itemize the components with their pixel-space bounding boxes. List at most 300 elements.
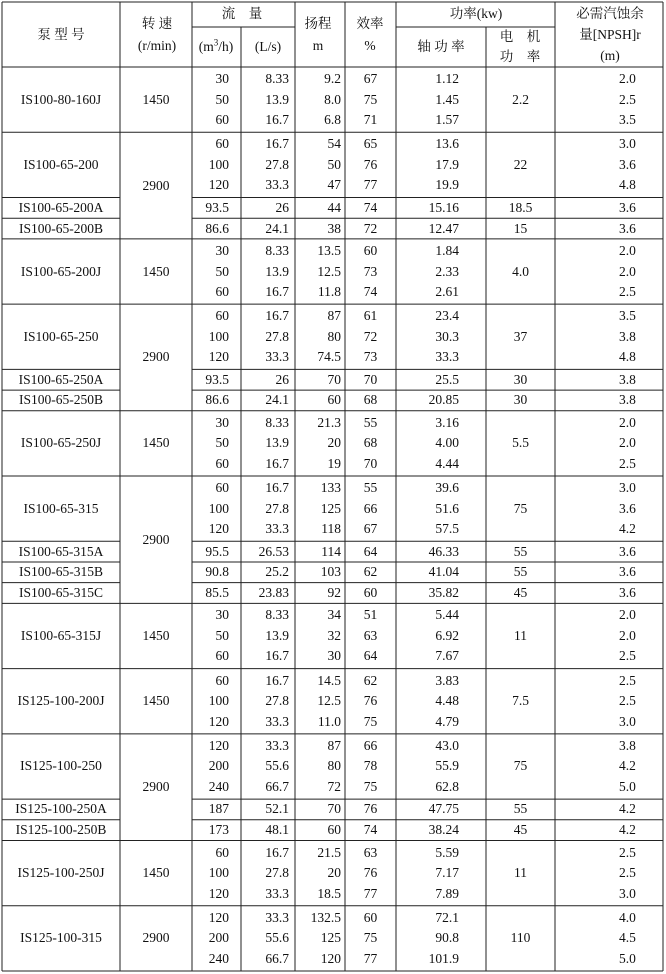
cell-npsh: 4.5 <box>619 930 636 946</box>
cell-efficiency: 66 <box>363 737 378 753</box>
cell-efficiency: 63 <box>363 627 378 643</box>
cell-shaft-power: 90.8 <box>435 930 459 946</box>
cell-model: IS100-65-315A <box>18 543 104 559</box>
cell-npsh: 2.0 <box>619 71 636 87</box>
cell-shaft-power: 25.5 <box>435 371 459 387</box>
cell-speed: 2900 <box>142 349 170 365</box>
cell-efficiency: 62 <box>363 564 378 580</box>
header-npsh-unit: (m) <box>600 48 620 63</box>
cell-model: IS125-100-200J <box>17 693 105 709</box>
cell-shaft-power: 47.75 <box>428 801 459 817</box>
cell-flow-m3h: 93.5 <box>205 199 229 215</box>
cell-flow-ls: 13.9 <box>265 263 289 279</box>
cell-head: 54 <box>327 136 341 152</box>
cell-efficiency: 60 <box>363 909 378 925</box>
cell-efficiency: 75 <box>363 713 378 729</box>
cell-flow-ls: 16.7 <box>265 455 289 471</box>
cell-efficiency: 64 <box>363 648 378 664</box>
cell-npsh: 2.5 <box>619 648 636 664</box>
cell-head: 30 <box>327 648 341 664</box>
cell-motor-power: 75 <box>513 758 528 774</box>
cell-efficiency: 75 <box>363 778 378 794</box>
cell-flow-m3h: 60 <box>215 672 229 688</box>
header-speed-unit: (r/min) <box>137 38 177 53</box>
cell-head: 9.2 <box>324 71 341 87</box>
cell-flow-m3h: 120 <box>208 177 229 193</box>
cell-model: IS125-100-250J <box>17 865 105 881</box>
cell-npsh: 3.6 <box>619 220 636 236</box>
cell-efficiency: 77 <box>363 177 378 193</box>
cell-npsh: 4.2 <box>619 758 636 774</box>
cell-efficiency: 78 <box>363 758 378 774</box>
cell-flow-ls: 26 <box>275 371 289 387</box>
cell-shaft-power: 43.0 <box>435 737 459 753</box>
cell-efficiency: 74 <box>363 822 378 838</box>
cell-motor-power: 11 <box>514 627 527 643</box>
cell-npsh: 3.8 <box>619 328 636 344</box>
cell-npsh: 3.8 <box>619 392 636 408</box>
cell-head: 118 <box>321 521 341 537</box>
cell-npsh: 3.6 <box>619 156 636 172</box>
cell-flow-m3h: 200 <box>208 930 229 946</box>
cell-flow-m3h: 90.8 <box>205 564 229 580</box>
cell-head: 12.5 <box>317 693 341 709</box>
cell-flow-ls: 23.83 <box>258 585 289 600</box>
cell-npsh: 5.0 <box>619 778 636 794</box>
cell-flow-m3h: 30 <box>215 71 229 87</box>
cell-head: 19 <box>327 455 341 471</box>
cell-shaft-power: 4.79 <box>435 713 459 729</box>
cell-flow-ls: 16.7 <box>265 112 289 128</box>
cell-shaft-power: 13.6 <box>435 136 459 152</box>
cell-head: 21.5 <box>317 844 341 860</box>
cell-npsh: 2.0 <box>619 627 636 643</box>
cell-head: 20 <box>327 435 341 451</box>
cell-efficiency: 55 <box>363 414 378 430</box>
cell-efficiency: 74 <box>363 199 378 215</box>
cell-head: 92 <box>327 585 341 600</box>
cell-head: 60 <box>327 822 341 838</box>
cell-npsh: 2.5 <box>619 672 636 688</box>
cell-shaft-power: 23.4 <box>435 308 459 324</box>
cell-flow-m3h: 100 <box>208 328 229 344</box>
cell-head: 125 <box>320 930 341 946</box>
cell-shaft-power: 4.48 <box>435 693 459 709</box>
cell-npsh: 2.5 <box>619 865 636 881</box>
header-power: 功率(kw) <box>449 6 503 21</box>
cell-efficiency: 73 <box>363 263 378 279</box>
cell-efficiency: 55 <box>363 480 378 496</box>
cell-flow-ls: 13.9 <box>265 435 289 451</box>
cell-flow-ls: 27.8 <box>265 865 289 881</box>
cell-efficiency: 75 <box>363 930 378 946</box>
cell-efficiency: 68 <box>363 435 378 451</box>
cell-head: 34 <box>327 607 341 623</box>
cell-npsh: 2.0 <box>619 263 636 279</box>
cell-efficiency: 76 <box>363 693 378 709</box>
cell-shaft-power: 35.82 <box>428 585 459 600</box>
cell-flow-ls: 13.9 <box>265 627 289 643</box>
cell-motor-power: 55 <box>513 543 528 559</box>
cell-shaft-power: 7.89 <box>435 885 459 901</box>
cell-flow-m3h: 120 <box>208 909 229 925</box>
cell-head: 80 <box>327 758 341 774</box>
cell-efficiency: 71 <box>363 112 378 128</box>
cell-efficiency: 67 <box>363 71 378 87</box>
cell-shaft-power: 55.9 <box>435 758 459 774</box>
cell-efficiency: 74 <box>363 284 378 299</box>
cell-shaft-power: 6.92 <box>435 627 459 643</box>
cell-flow-m3h: 60 <box>215 480 229 496</box>
cell-flow-ls: 8.33 <box>265 607 289 623</box>
cell-flow-m3h: 50 <box>215 435 229 451</box>
cell-npsh: 3.6 <box>619 585 636 600</box>
cell-head: 47 <box>327 177 341 193</box>
cell-head: 125 <box>320 500 341 516</box>
cell-flow-m3h: 60 <box>215 112 229 128</box>
cell-shaft-power: 15.16 <box>428 199 459 215</box>
cell-flow-ls: 27.8 <box>265 328 289 344</box>
cell-model: IS100-65-250 <box>23 328 99 344</box>
cell-model: IS125-100-250 <box>20 758 102 774</box>
cell-flow-m3h: 60 <box>215 136 229 152</box>
cell-flow-m3h: 240 <box>208 950 229 966</box>
cell-shaft-power: 1.57 <box>435 112 459 128</box>
cell-npsh: 3.6 <box>619 543 636 559</box>
cell-flow-ls: 48.1 <box>265 822 289 838</box>
cell-npsh: 3.8 <box>619 737 636 753</box>
cell-efficiency: 70 <box>363 455 378 471</box>
cell-speed: 1450 <box>142 263 170 279</box>
cell-flow-ls: 16.7 <box>265 284 289 299</box>
cell-flow-ls: 16.7 <box>265 844 289 860</box>
cell-efficiency: 65 <box>363 136 378 152</box>
cell-shaft-power: 41.04 <box>428 564 459 580</box>
cell-flow-m3h: 50 <box>215 263 229 279</box>
cell-npsh: 4.2 <box>619 521 636 537</box>
cell-model: IS100-65-315C <box>19 585 103 600</box>
cell-shaft-power: 17.9 <box>435 156 459 172</box>
cell-shaft-power: 7.17 <box>435 865 459 881</box>
cell-flow-m3h: 60 <box>215 284 229 299</box>
cell-flow-ls: 33.3 <box>265 521 289 537</box>
cell-flow-ls: 16.7 <box>265 480 289 496</box>
cell-npsh: 3.0 <box>619 885 636 901</box>
cell-flow-ls: 16.7 <box>265 672 289 688</box>
cell-efficiency: 77 <box>363 885 378 901</box>
cell-shaft-power: 1.84 <box>435 243 459 259</box>
cell-speed: 1450 <box>142 627 170 643</box>
cell-shaft-power: 57.5 <box>435 521 459 537</box>
header-head-unit: m <box>312 38 324 53</box>
cell-head: 87 <box>327 308 341 324</box>
cell-model: IS100-65-250B <box>19 392 103 408</box>
cell-flow-ls: 24.1 <box>265 220 289 236</box>
cell-model: IS100-65-200A <box>18 199 104 215</box>
header-motor-power-2: 功 率 <box>499 49 541 64</box>
cell-head: 8.0 <box>324 91 341 107</box>
cell-npsh: 3.5 <box>619 112 636 128</box>
cell-head: 132.5 <box>310 909 341 925</box>
cell-shaft-power: 33.3 <box>435 349 459 365</box>
cell-shaft-power: 2.33 <box>435 263 459 279</box>
cell-motor-power: 7.5 <box>512 693 529 709</box>
cell-speed: 2900 <box>142 779 170 795</box>
header-shaft-power: 轴 功 率 <box>417 39 465 54</box>
cell-npsh: 3.0 <box>619 713 636 729</box>
cell-flow-ls: 33.3 <box>265 737 289 753</box>
cell-motor-power: 18.5 <box>508 199 533 215</box>
cell-model: IS100-65-315 <box>23 500 99 516</box>
cell-flow-m3h: 50 <box>215 91 229 107</box>
cell-model: IS100-65-200B <box>19 220 103 236</box>
cell-speed: 1450 <box>142 693 170 709</box>
cell-flow-m3h: 30 <box>215 414 229 430</box>
cell-head: 20 <box>327 865 341 881</box>
cell-shaft-power: 72.1 <box>435 909 459 925</box>
cell-flow-m3h: 60 <box>215 648 229 664</box>
cell-npsh: 2.0 <box>619 243 636 259</box>
cell-shaft-power: 3.16 <box>435 414 459 430</box>
cell-efficiency: 76 <box>363 156 378 172</box>
header-flow-ls: (L/s) <box>254 39 282 54</box>
cell-speed: 2900 <box>142 930 170 946</box>
cell-shaft-power: 19.9 <box>435 177 459 193</box>
cell-head: 50 <box>327 156 341 172</box>
cell-npsh: 2.5 <box>619 91 636 107</box>
cell-head: 114 <box>321 543 341 559</box>
cell-flow-m3h: 100 <box>208 865 229 881</box>
cell-efficiency: 72 <box>363 328 378 344</box>
cell-motor-power: 15 <box>513 220 528 236</box>
cell-npsh: 4.0 <box>619 909 636 925</box>
cell-flow-ls: 13.9 <box>265 91 289 107</box>
cell-efficiency: 60 <box>363 243 378 259</box>
cell-npsh: 4.2 <box>619 822 636 838</box>
cell-flow-m3h: 173 <box>208 822 229 838</box>
cell-flow-m3h: 30 <box>215 607 229 623</box>
cell-head: 13.5 <box>317 243 341 259</box>
cell-flow-ls: 8.33 <box>265 243 289 259</box>
cell-efficiency: 70 <box>363 371 378 387</box>
cell-head: 87 <box>327 737 341 753</box>
cell-flow-ls: 8.33 <box>265 414 289 430</box>
cell-flow-m3h: 95.5 <box>205 543 229 559</box>
cell-npsh: 2.5 <box>619 844 636 860</box>
cell-efficiency: 66 <box>363 500 378 516</box>
cell-motor-power: 75 <box>513 500 528 516</box>
cell-model: IS100-80-160J <box>20 91 102 107</box>
cell-npsh: 3.5 <box>619 308 636 324</box>
cell-flow-m3h: 100 <box>208 500 229 516</box>
cell-flow-m3h: 100 <box>208 693 229 709</box>
cell-head: 70 <box>327 801 341 817</box>
cell-npsh: 3.8 <box>619 371 636 387</box>
cell-flow-m3h: 60 <box>215 308 229 324</box>
cell-flow-ls: 66.7 <box>265 950 289 966</box>
cell-npsh: 3.0 <box>619 480 636 496</box>
header-model: 泵 型 号 <box>37 27 85 42</box>
cell-motor-power: 45 <box>513 822 528 838</box>
cell-head: 74.5 <box>317 349 341 365</box>
cell-efficiency: 68 <box>363 392 378 408</box>
cell-efficiency: 73 <box>363 349 378 365</box>
cell-npsh: 2.5 <box>619 455 636 471</box>
cell-flow-ls: 16.7 <box>265 648 289 664</box>
cell-flow-ls: 26.53 <box>258 543 289 559</box>
cell-head: 32 <box>327 627 341 643</box>
cell-head: 18.5 <box>317 885 341 901</box>
cell-flow-ls: 27.8 <box>265 500 289 516</box>
cell-shaft-power: 1.45 <box>435 91 459 107</box>
cell-flow-ls: 33.3 <box>265 909 289 925</box>
cell-efficiency: 77 <box>363 950 378 966</box>
cell-motor-power: 11 <box>514 865 527 881</box>
cell-flow-ls: 24.1 <box>265 392 289 408</box>
cell-npsh: 2.0 <box>619 607 636 623</box>
cell-shaft-power: 1.12 <box>435 71 459 87</box>
cell-efficiency: 62 <box>363 672 378 688</box>
cell-shaft-power: 51.6 <box>435 500 459 516</box>
cell-motor-power: 55 <box>513 801 528 817</box>
cell-shaft-power: 30.3 <box>435 328 459 344</box>
cell-model: IS100-65-315B <box>19 564 103 580</box>
cell-model: IS125-100-250B <box>15 822 107 838</box>
cell-shaft-power: 4.44 <box>435 455 459 471</box>
cell-npsh: 2.5 <box>619 693 636 709</box>
cell-head: 21.3 <box>317 414 341 430</box>
header-npsh: 必需汽蚀余 <box>576 6 644 21</box>
cell-flow-ls: 33.3 <box>265 713 289 729</box>
cell-npsh: 4.8 <box>619 177 636 193</box>
cell-flow-m3h: 50 <box>215 627 229 643</box>
cell-head: 72 <box>327 778 341 794</box>
cell-shaft-power: 5.59 <box>435 844 459 860</box>
cell-flow-m3h: 187 <box>208 801 229 817</box>
cell-npsh: 3.6 <box>619 564 636 580</box>
cell-flow-ls: 33.3 <box>265 885 289 901</box>
cell-efficiency: 75 <box>363 91 378 107</box>
cell-npsh: 4.8 <box>619 349 636 365</box>
cell-shaft-power: 7.67 <box>435 648 459 664</box>
cell-flow-ls: 27.8 <box>265 156 289 172</box>
cell-motor-power: 45 <box>513 585 528 600</box>
cell-npsh: 3.6 <box>619 500 636 516</box>
cell-head: 60 <box>327 392 341 408</box>
header-npsh-2: 量[NPSH]r <box>579 27 641 42</box>
cell-flow-m3h: 85.5 <box>205 585 229 600</box>
cell-efficiency: 76 <box>363 865 378 881</box>
cell-flow-ls: 55.6 <box>265 930 289 946</box>
cell-flow-m3h: 60 <box>215 844 229 860</box>
cell-flow-m3h: 120 <box>208 349 229 365</box>
cell-npsh: 2.0 <box>619 435 636 451</box>
cell-head: 12.5 <box>317 263 341 279</box>
cell-speed: 1450 <box>142 91 170 107</box>
cell-head: 70 <box>327 371 341 387</box>
cell-efficiency: 63 <box>363 844 378 860</box>
cell-flow-m3h: 93.5 <box>205 371 229 387</box>
cell-shaft-power: 46.33 <box>428 543 459 559</box>
header-efficiency: 效率 <box>356 16 384 31</box>
cell-shaft-power: 5.44 <box>435 607 459 623</box>
cell-head: 120 <box>320 950 341 966</box>
cell-flow-ls: 55.6 <box>265 758 289 774</box>
header-speed: 转 速 <box>141 16 173 31</box>
cell-head: 14.5 <box>317 672 341 688</box>
cell-flow-m3h: 60 <box>215 455 229 471</box>
cell-npsh: 2.0 <box>619 414 636 430</box>
cell-flow-m3h: 30 <box>215 243 229 259</box>
cell-flow-ls: 8.33 <box>265 71 289 87</box>
cell-flow-ls: 16.7 <box>265 308 289 324</box>
cell-flow-ls: 66.7 <box>265 778 289 794</box>
cell-flow-ls: 33.3 <box>265 177 289 193</box>
cell-flow-m3h: 120 <box>208 885 229 901</box>
cell-motor-power: 30 <box>513 392 528 408</box>
cell-motor-power: 22 <box>513 156 528 172</box>
cell-npsh: 2.5 <box>619 284 636 299</box>
cell-shaft-power: 3.83 <box>435 672 459 688</box>
cell-npsh: 3.0 <box>619 136 636 152</box>
cell-shaft-power: 2.61 <box>435 284 459 299</box>
cell-head: 133 <box>320 480 341 496</box>
cell-flow-m3h: 120 <box>208 713 229 729</box>
cell-model: IS125-100-250A <box>15 801 107 817</box>
header-flow: 流 量 <box>221 6 263 21</box>
cell-npsh: 4.2 <box>619 801 636 817</box>
cell-flow-m3h: 240 <box>208 778 229 794</box>
cell-efficiency: 64 <box>363 543 378 559</box>
cell-flow-ls: 25.2 <box>265 564 289 580</box>
header-motor-power: 电 机 <box>499 29 541 44</box>
cell-flow-m3h: 86.6 <box>205 220 229 236</box>
cell-efficiency: 67 <box>363 521 378 537</box>
header-efficiency-unit: % <box>364 38 376 53</box>
cell-npsh: 3.6 <box>619 199 636 215</box>
cell-flow-m3h: 100 <box>208 156 229 172</box>
cell-shaft-power: 39.6 <box>435 480 459 496</box>
cell-shaft-power: 101.9 <box>428 950 459 966</box>
cell-motor-power: 5.5 <box>512 435 529 451</box>
cell-model: IS100-65-200 <box>23 156 99 172</box>
cell-efficiency: 72 <box>363 220 378 236</box>
cell-speed: 2900 <box>142 177 170 193</box>
cell-speed: 1450 <box>142 435 170 451</box>
cell-motor-power: 30 <box>513 371 528 387</box>
cell-flow-m3h: 120 <box>208 737 229 753</box>
cell-model: IS100-65-250A <box>18 371 104 387</box>
cell-head: 11.8 <box>317 284 341 299</box>
cell-model: IS100-65-315J <box>20 627 102 643</box>
cell-head: 80 <box>327 328 341 344</box>
cell-model: IS125-100-315 <box>20 930 102 946</box>
cell-flow-ls: 27.8 <box>265 693 289 709</box>
cell-flow-m3h: 86.6 <box>205 392 229 408</box>
cell-shaft-power: 4.00 <box>435 435 459 451</box>
cell-flow-m3h: 200 <box>208 758 229 774</box>
header-head: 扬程 <box>304 16 332 31</box>
cell-flow-m3h: 120 <box>208 521 229 537</box>
cell-flow-ls: 26 <box>275 199 289 215</box>
cell-motor-power: 37 <box>513 328 528 344</box>
cell-flow-ls: 52.1 <box>265 801 289 817</box>
cell-motor-power: 2.2 <box>512 91 529 107</box>
cell-efficiency: 60 <box>363 585 378 600</box>
cell-npsh: 5.0 <box>619 950 636 966</box>
cell-efficiency: 76 <box>363 801 378 817</box>
cell-shaft-power: 62.8 <box>435 778 459 794</box>
